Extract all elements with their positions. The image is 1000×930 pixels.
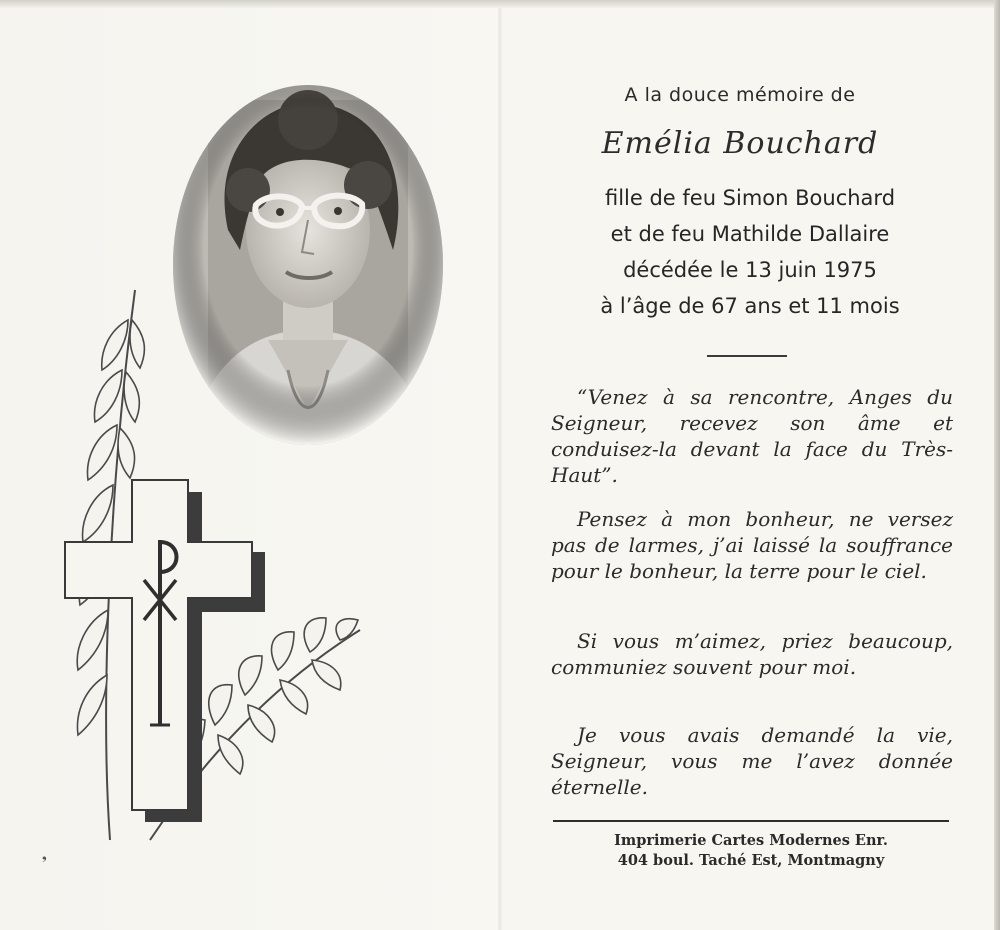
ink-mark: ❟: [42, 848, 47, 862]
death-date-line: décédée le 13 juin 1975: [623, 258, 877, 282]
verse-1: “Venez à sa rencontre, Anges du Seigneur, recevez son âme et conduisez-la devant la face du Très-Haut”.: [551, 385, 953, 487]
verse-4: Je vous avais demandé la vie, Seigneur, vous me l’avez donnée éternelle.: [551, 723, 953, 799]
top-edge: [0, 0, 1000, 8]
printer-divider: [553, 820, 949, 822]
age-line: à l’âge de 67 ans et 11 mois: [600, 294, 900, 318]
parent-father-line: fille de feu Simon Bouchard: [604, 186, 896, 210]
chi-rho-cross-icon: [40, 280, 380, 860]
card-fold: [498, 0, 502, 930]
intro-line: A la douce mémoire de: [624, 84, 856, 106]
right-edge: [994, 0, 1000, 930]
verse-3: Si vous m’aimez, priez beaucoup, communiez souvent pour moi.: [551, 629, 953, 679]
printer-address: 404 boul. Taché Est, Montmagny: [617, 852, 885, 869]
deceased-name: Emélia Bouchard: [601, 126, 879, 161]
verse-2: Pensez à mon bonheur, ne versez pas de larmes, j’ai laissé la souffrance pour le bonheur, la terre pour le ciel.: [551, 507, 953, 583]
printer-name: Imprimerie Cartes Modernes Enr.: [614, 832, 888, 849]
short-divider: [707, 355, 787, 357]
parent-mother-line: et de feu Mathilde Dallaire: [610, 222, 890, 246]
